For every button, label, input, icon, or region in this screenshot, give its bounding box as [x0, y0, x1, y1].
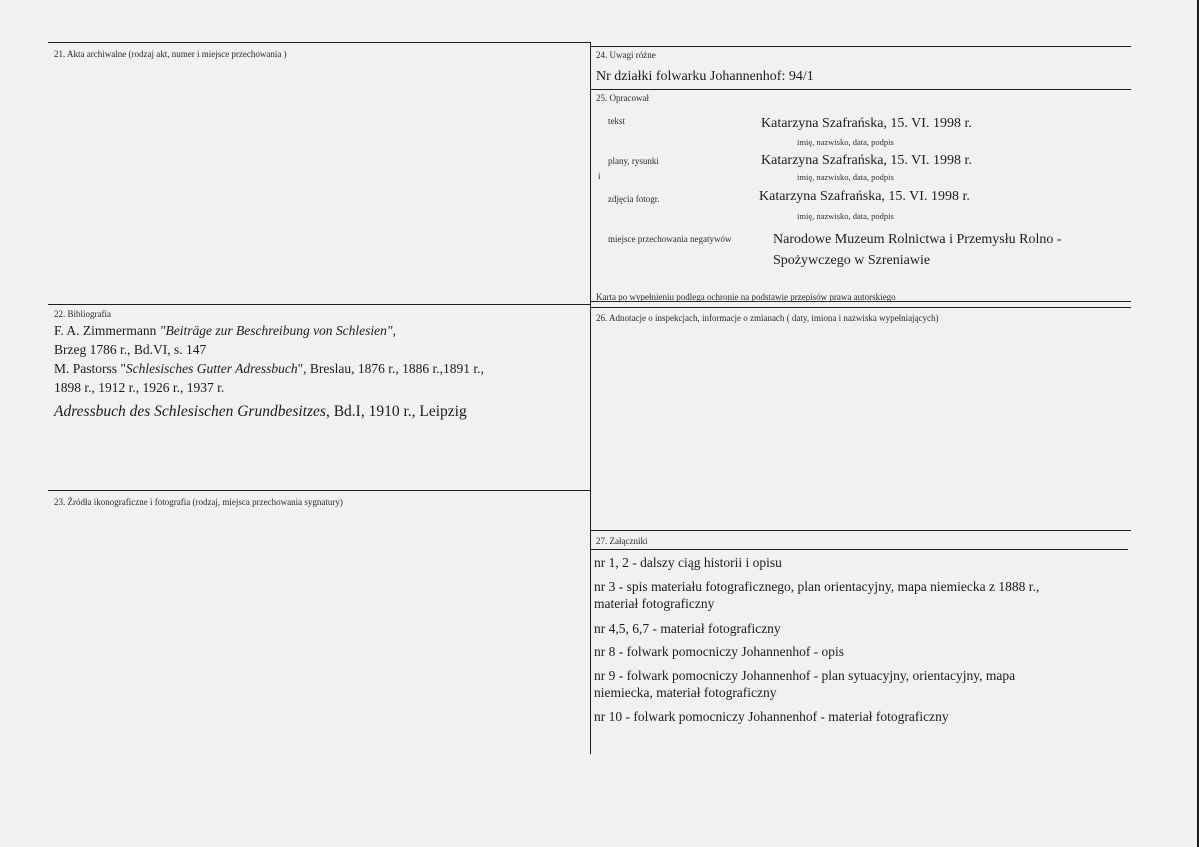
bibliography-line-3: M. Pastorss "Schlesisches Gutter Adressbuch", Breslau, 1876 r., 1886 r.,1891 r.,	[54, 361, 484, 376]
attachment-item: nr 4,5, 6,7 - materiał fotograficzny	[594, 621, 781, 636]
author-plans-value: Katarzyna Szafrańska, 15. VI. 1998 r.	[761, 153, 972, 168]
top-rule-left	[48, 42, 590, 43]
rule-before-26	[590, 307, 1131, 308]
attachment-item: nr 9 - folwark pomocniczy Johannenhof - plan sytuacyjny, orientacyjny, mapa	[594, 668, 1016, 683]
copyright-note: Karta po wypełnieniu podlega ochronie na podstawie przepisów prawa autorskiego	[596, 292, 896, 302]
author-plans-caption: imię, nazwisko, data, podpis	[797, 172, 894, 182]
author-photos-caption: imię, nazwisko, data, podpis	[797, 211, 894, 221]
bibliography-line-5: Adressbuch des Schlesischen Grundbesitzes, Bd.I, 1910 r., Leipzig	[54, 403, 467, 420]
attachment-item: nr 3 - spis materiału fotograficznego, plan orientacyjny, mapa niemiecka z 1888 r.,	[594, 579, 1040, 594]
author-text-label: tekst	[608, 116, 625, 126]
author-text-value: Katarzyna Szafrańska, 15. VI. 1998 r.	[761, 116, 972, 131]
bibliography-line-2: Brzeg 1786 r., Bd.VI, s. 147	[54, 342, 207, 357]
author-plans-label: plany, rysunki	[608, 156, 659, 166]
author-photos-label: zdjęcia fotogr.	[608, 194, 660, 204]
negatives-location-label: miejsce przechowania negatywów	[608, 234, 732, 244]
negatives-location-line-2: Spożywczego w Szreniawie	[773, 253, 931, 268]
attachment-item: niemiecka, materiał fotograficzny	[594, 685, 777, 700]
attachment-item: nr 8 - folwark pomocniczy Johannenhof - opis	[594, 644, 845, 659]
rule-after-24	[590, 89, 1131, 90]
section-24-label: 24. Uwagi różne	[596, 50, 656, 60]
section-25-label: 25. Opracował	[596, 93, 649, 103]
attachment-item: materiał fotograficzny	[594, 596, 715, 611]
author-photos-value: Katarzyna Szafrańska, 15. VI. 1998 r.	[759, 189, 970, 204]
rule-27-inner	[590, 549, 1128, 550]
section-21-label: 21. Akta archiwalne (rodzaj akt, numer i miejsce przechowania )	[54, 49, 287, 59]
top-rule-right	[590, 46, 1131, 47]
section-26-label: 26. Adnotacje o inspekcjach, informacje o zmianach ( daty, imiona i nazwiska wypełniających)	[596, 313, 939, 323]
attachment-item: nr 1, 2 - dalszy ciąg historii i opisu	[594, 555, 782, 570]
bibliography-line-1: F. A. Zimmermann "Beiträge zur Beschreibung von Schlesien",	[54, 323, 396, 338]
rule-before-23	[48, 490, 590, 491]
section-22-label: 22. Bibliografia	[54, 309, 111, 319]
bibliography-line-4: 1898 r., 1912 r., 1926 r., 1937 r.	[54, 380, 225, 395]
negatives-location-line-1: Narodowe Muzeum Rolnictwa i Przemysłu Rolno -	[773, 232, 1062, 247]
section-23-label: 23. Źródła ikonograficzne i fotografia (rodzaj, miejsca przechowania sygnatury)	[54, 497, 343, 507]
author-text-caption: imię, nazwisko, data, podpis	[797, 137, 894, 147]
stray-mark: i	[598, 171, 601, 181]
attachment-item: nr 10 - folwark pomocniczy Johannenhof - materiał fotograficzny	[594, 709, 949, 724]
center-divider	[590, 42, 591, 754]
rule-before-27	[590, 530, 1131, 531]
parcel-number-text: Nr działki folwarku Johannenhof: 94/1	[596, 69, 814, 84]
rule-before-22	[48, 304, 590, 305]
section-27-label: 27. Załączniki	[596, 536, 648, 546]
